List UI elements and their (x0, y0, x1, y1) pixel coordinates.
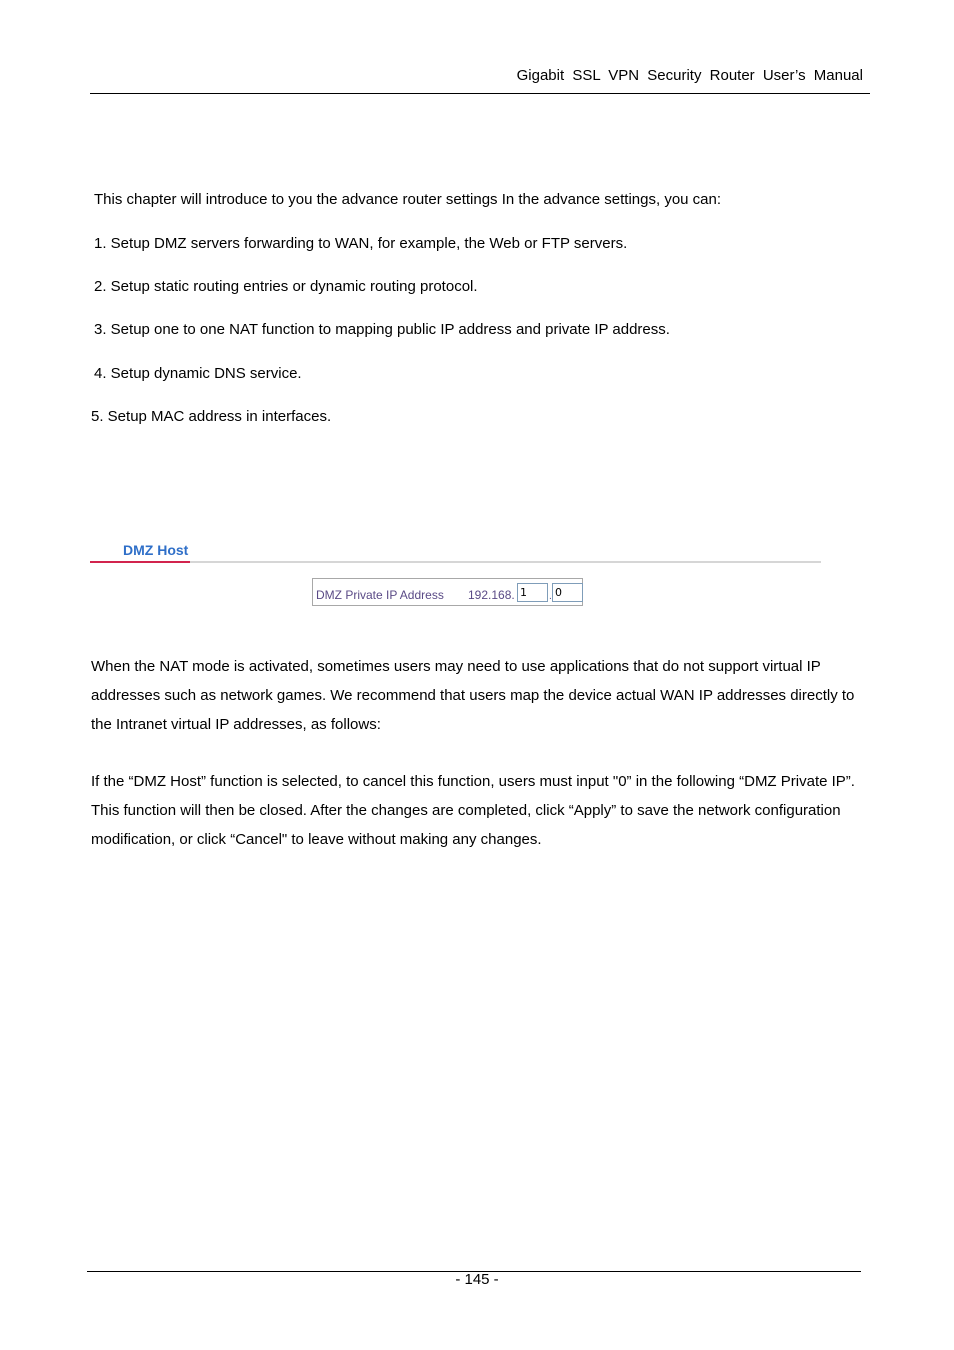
dmz-ip-panel (312, 578, 583, 606)
list-item: 3. Setup one to one NAT function to mapping public IP address and private IP address. (94, 321, 670, 338)
dmz-heading-rule (90, 561, 821, 563)
dmz-heading-accent (90, 561, 190, 563)
body-paragraph: If the “DMZ Host” function is selected, to cancel this function, users must input "0” in the following “DMZ Private IP”. This function will then be closed. After the changes are completed, click “Apply” to save the network configuration modification, or click “Cancel" to leave without making any changes. (91, 773, 855, 848)
list-item: 4. Setup dynamic DNS service. (94, 365, 302, 382)
list-item: 1. Setup DMZ servers forwarding to WAN, for example, the Web or FTP servers. (94, 235, 628, 252)
dmz-ip-label: DMZ Private IP Address (316, 588, 444, 602)
list-item: 5. Setup MAC address in interfaces. (91, 408, 332, 425)
body-paragraph: When the NAT mode is activated, sometimes users may need to use applications that do not support virtual IP addresses such as network games. We recommend that users map the device actual WAN IP addresses directly to the Intranet virtual IP addresses, as follows: (91, 658, 855, 733)
dmz-ip-octet-4-input[interactable] (552, 583, 583, 602)
intro-lead: This chapter will introduce to you the advance router settings In the advance settings, you can: (94, 191, 722, 208)
dmz-host-heading: DMZ Host (123, 542, 189, 558)
dmz-ip-prefix: 192.168. (468, 588, 515, 602)
header-rule (90, 93, 870, 94)
dmz-ip-octet-3-input[interactable] (517, 583, 548, 602)
dmz-ip-separator: . (549, 591, 552, 602)
list-item: 2. Setup static routing entries or dynamic routing protocol. (94, 278, 478, 295)
page-number: - 145 - (455, 1271, 499, 1288)
running-header: Gigabit SSL VPN Security Router User’s Manual (516, 67, 863, 84)
